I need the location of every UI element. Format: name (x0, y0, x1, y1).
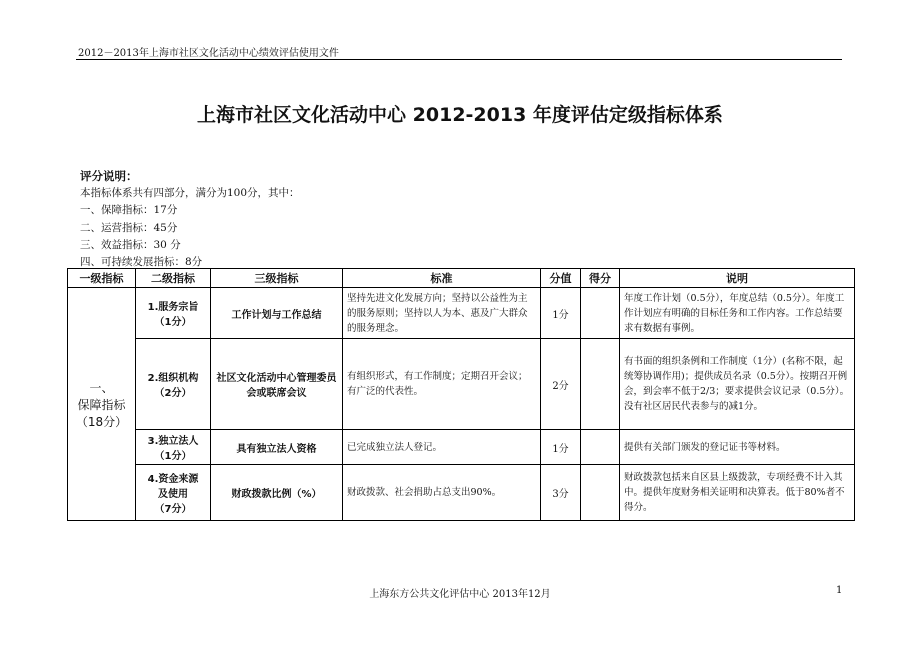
level2-points: （2分） (154, 388, 192, 399)
level2-cell (136, 339, 211, 430)
running-header: 2012－2013年上海市社区文化活动中心绩效评估使用文件 (78, 48, 339, 59)
level2-name: 1.服务宗旨 (147, 302, 199, 313)
header-rule (76, 59, 842, 60)
standard-cell: 坚持先进文化发展方向；坚持以公益性为主的服务原则；坚持以人为本、惠及广大群众的服务理念。 (343, 288, 541, 339)
col-header: 标准 (343, 269, 541, 288)
level3-cell: 工作计划与工作总结 (211, 288, 343, 339)
notes-line: 三、效益指标：30 分 (80, 238, 181, 251)
level2-points: （1分） (154, 451, 192, 462)
level3-cell: 财政拨款比例（%） (211, 465, 343, 521)
description-cell: 年度工作计划（0.5分），年度总结（0.5分）。年度工作计划应有明确的目标任务和工作内容。工作总结要求有数据有事例。 (620, 288, 855, 339)
page-number: 1 (836, 585, 843, 596)
level1-prefix: 一、 (89, 380, 114, 395)
level3-cell: 社区文化活动中心管理委员会或联席会议 (211, 339, 343, 430)
got-score-cell (581, 288, 620, 339)
level1-name: 保障指标 (77, 397, 126, 412)
notes-line: 四、可持续发展指标：8分 (80, 256, 203, 269)
got-score-cell (581, 339, 620, 430)
level2-points: （1分） (154, 317, 192, 328)
level2-name-cont: 及使用 (158, 489, 188, 500)
description-cell: 提供有关部门颁发的登记证书等材料。 (620, 430, 855, 465)
page-footer: 上海东方公共文化评估中心 2013年12月 (369, 589, 551, 600)
col-header: 一级指标 (68, 269, 136, 288)
score-cell: 1分 (541, 430, 581, 465)
table-header-row (68, 269, 855, 288)
description-cell: 有书面的组织条例和工作制度（1分）(名称不限，起统筹协调作用)；提供成员名录（0.5分）。按期召开例会，到会率不低于2/3；要求提供会议记录（0.5分）。没有社区居民代表参与的减1分。 (620, 339, 855, 430)
indicator-table (67, 268, 855, 521)
table-row (68, 288, 855, 339)
level2-cell (136, 430, 211, 465)
score-cell: 1分 (541, 288, 581, 339)
table-row (68, 465, 855, 521)
level3-cell: 具有独立法人资格 (211, 430, 343, 465)
col-header: 分值 (541, 269, 581, 288)
col-header: 说明 (620, 269, 855, 288)
level2-cell (136, 288, 211, 339)
table-row (68, 430, 855, 465)
level2-name: 3.独立法人 (147, 436, 199, 447)
level2-points: （7分） (154, 504, 192, 515)
scoring-notes (80, 168, 300, 271)
level2-cell (136, 465, 211, 521)
score-cell: 2分 (541, 339, 581, 430)
notes-line: 本指标体系共有四部分，满分为100分，其中： (80, 187, 300, 200)
document-title: 上海市社区文化活动中心 2012-2013 年度评估定级指标体系 (197, 104, 723, 126)
got-score-cell (581, 465, 620, 521)
level2-name: 2.组织机构 (147, 373, 199, 384)
got-score-cell (581, 430, 620, 465)
standard-cell: 有组织形式，有工作制度；定期召开会议；有广泛的代表性。 (343, 339, 541, 430)
notes-heading: 评分说明： (80, 169, 138, 183)
col-header: 三级指标 (211, 269, 343, 288)
notes-line: 二、运营指标：45分 (80, 221, 178, 234)
level1-points: （18分） (75, 414, 128, 429)
standard-cell: 财政拨款、社会捐助占总支出90%。 (343, 465, 541, 521)
score-cell: 3分 (541, 465, 581, 521)
standard-cell: 已完成独立法人登记。 (343, 430, 541, 465)
level2-name: 4.资金来源 (147, 474, 199, 485)
level1-cell (68, 288, 136, 521)
col-header: 得分 (581, 269, 620, 288)
description-cell: 财政拨款包括来自区县上级拨款，专项经费不计入其中。提供年度财务相关证明和决算表。低于80%者不得分。 (620, 465, 855, 521)
col-header: 二级指标 (136, 269, 211, 288)
notes-line: 一、保障指标：17分 (80, 204, 178, 217)
table-row (68, 339, 855, 430)
